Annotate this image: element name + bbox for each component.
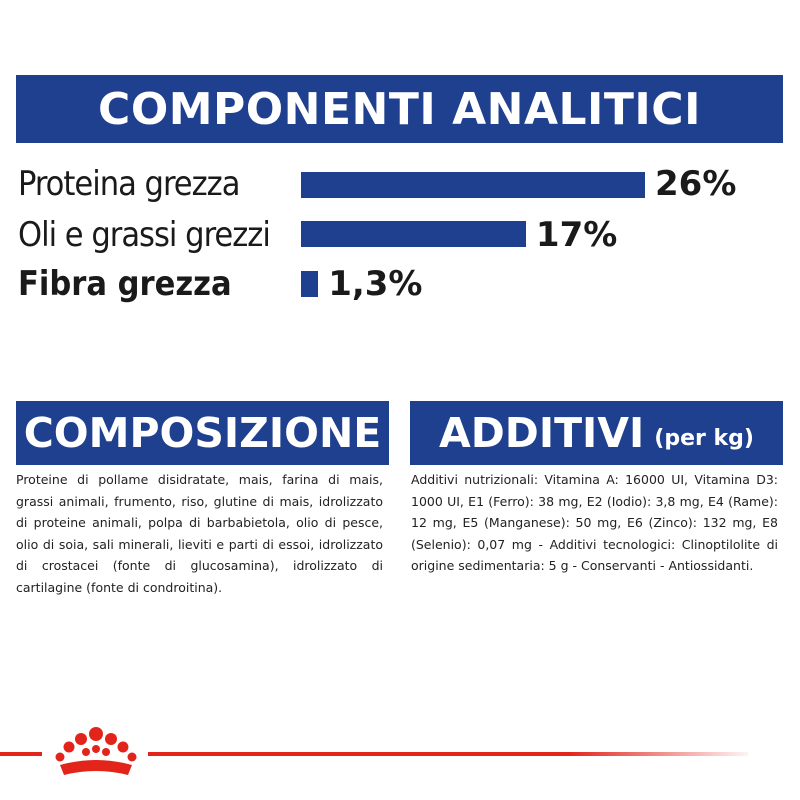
additives-banner [410,401,783,465]
composition-text: Proteine di pollame disidratate, mais, farina di mais, grassi animali, frumento, riso, glutine di mais, idrolizzato di proteine animali, polpa di barbabietola, olio di pesce, olio di soia, sali minerali, lieviti e parti di essoi, idrolizzato di crostacei (fonte di glucosamina), idrolizzato di cartilagine (fonte di condroitina). [16,472,383,595]
brand-line-right [148,752,748,756]
bar-fibre [301,271,318,297]
composition-banner [16,401,389,465]
additives-text: Additivi nutrizionali: Vitamina A: 16000 UI, Vitamina D3: 1000 UI, E1 (Ferro): 38 mg, E2 (Iodio): 3,8 mg, E4 (Rame): 12 mg, E5 (Manganese): 50 mg, E6 (Zinco): 132 mg, E8 (Selenio): 0,07 mg - Additivi tecnologici: Clinoptilolite di origine sedimentaria: 5 g - Conservanti - Antiossidanti. [411,472,778,573]
row-label-protein: Proteina grezza [18,164,240,204]
additives-unit: (per kg) [654,425,754,451]
royal-canin-crown-icon [52,725,140,781]
value-protein: 26% [655,164,737,204]
row-label-fibre: Fibra grezza [18,264,232,304]
row-label-fats: Oli e grassi grezzi [18,215,270,255]
value-fats: 17% [535,215,618,255]
bar-protein [301,172,645,198]
composition-title: COMPOSIZIONE [23,409,382,457]
bar-fats [301,221,526,247]
value-fibre: 1,3% [328,264,423,304]
brand-line-left [0,752,42,756]
analytic-components-banner [16,75,783,143]
additives-title: ADDITIVI [439,409,645,457]
analytic-components-title: COMPONENTI ANALITICI [98,83,701,135]
